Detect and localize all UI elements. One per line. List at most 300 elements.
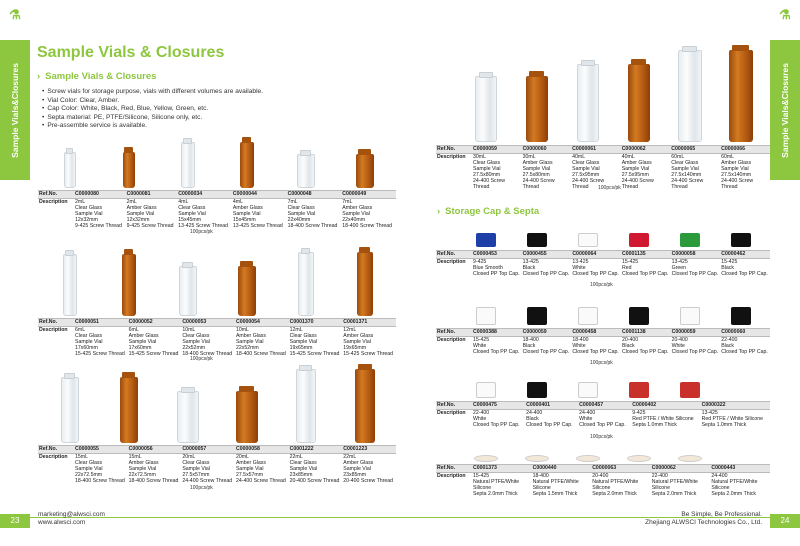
septa-image [525,455,549,462]
description-line: 13-425 Screw Thread [232,223,283,229]
pack-size: 100pcs/pk [590,434,613,440]
description-cell [522,259,572,278]
description-line: 22-400 [721,337,738,343]
description-cell [472,337,522,356]
table-row [436,410,770,429]
vial-image [296,369,316,443]
ref-number: C0000060 [522,146,572,154]
description-line: Sample Vial [621,166,650,172]
description-line: Amber Glass [343,460,374,466]
product-table [38,190,396,229]
vial-neck [358,149,371,155]
product-table [436,250,770,277]
ref-number: C0000458 [571,329,621,337]
vial-cell [40,138,99,188]
description-line: 20-400 [671,337,688,343]
footer-website[interactable]: www.alwsci.com [38,519,86,526]
vial-image [238,266,256,316]
cap-image [731,307,751,325]
description-line: Closed Top PP Cap. [721,349,768,355]
vial-cell [335,138,394,188]
ref-number: C0000475 [472,402,525,410]
product-table [436,328,770,355]
description-line: Amber Glass [235,333,266,339]
description-line: Closed Top PP Cap. [526,422,573,428]
ref-number: C0000058 [235,446,289,454]
description-line: 22-400 [651,473,668,479]
vial-neck [124,249,134,255]
description-cell [181,454,235,485]
description-line: 24-400 [711,473,728,479]
cap-cell [562,370,613,398]
description-line: Sample Vial [289,339,318,345]
description-line: 9-425 Screw Thread [126,223,174,229]
vial-neck [122,372,135,378]
ref-number: C0000062 [621,146,671,154]
description-line: 27.5x80mm [522,172,550,178]
description-line: 20-400 [592,473,609,479]
vial-image [64,152,76,188]
vial-neck [732,45,749,51]
vial-neck [300,150,311,156]
description-cell [631,410,700,429]
ref-number: C0000058 [671,251,721,259]
description-line: Natural PTFE/White Silicone [651,479,698,491]
vial-cell [613,42,664,142]
description-line: Amber Glass [343,333,374,339]
septa-cell [664,448,715,462]
vial-neck [299,365,312,371]
description-line: Closed PP Top Cap. [473,271,520,277]
description-line: 12x32mm [126,217,150,223]
description-line: 24-400 Screw Thread [671,178,704,190]
cap-cell [715,225,766,247]
description-line: 27.5x57mm [235,472,264,478]
description-cell [671,259,721,278]
ref-number: C0001370 [289,319,343,327]
cap-image [527,382,547,398]
description-line: Sample Vial [75,339,103,345]
vial-neck [181,387,195,393]
section-heading-vials: › Sample Vials & Closures [37,71,156,82]
description-line: Clear Glass [75,205,103,211]
description-line: Sample Vial [572,166,600,172]
description-line: 15-425 Screw Thread [75,351,125,357]
septa-cell [511,448,562,462]
description-cell [232,199,287,230]
cap-cell [664,297,715,325]
description-line: 20-400 Screw Thread [289,478,340,484]
ref-number: C0000462 [720,251,770,259]
brand-logo-icon: ⚗ [779,7,791,22]
ref-number: C0000052 [128,319,182,327]
pack-size: 100pcs/pk [190,229,213,235]
description-line: Clear Glass [671,160,699,166]
description-line: 40mL [572,154,586,160]
description-line: 15-425 Screw Thread [343,351,394,357]
description-line: 18-400 Screw Thread [182,351,233,357]
description-line: Red [621,265,632,271]
description-label: Description [437,259,466,265]
description-line: Clear Glass [289,460,317,466]
description-line: 9-425 [473,259,487,265]
ref-number: C0000059 [522,329,572,337]
cap-cell [460,370,511,398]
vial-neck [301,248,311,254]
cap-image [680,233,700,247]
vial-image [357,252,373,316]
vial-image [236,391,258,443]
cap-cell [613,370,664,398]
description-line: Green [671,265,687,271]
cap-cell [715,297,766,325]
description-line: 15-425 Screw Thread [128,351,179,357]
ref-number: C0000053 [181,319,235,327]
description-line: 22-400 [473,410,490,416]
cap-cell [460,225,511,247]
description-line: Closed Top PP Cap. [579,422,626,428]
page-title: Sample Vials & Closures [37,44,225,61]
vial-image [355,369,375,443]
ref-number: C0001222 [289,446,343,454]
description-line: 24-400 Screw Thread [182,478,233,484]
left-side-tab [0,40,30,180]
vial-image [475,76,497,142]
description-line: Septa 2.0mm Thick [592,491,637,497]
description-line: 24-400 Screw Thread [621,178,654,190]
description-line: Closed Top PP Cap. [522,349,570,355]
vial-neck [239,386,254,392]
description-cell [670,154,720,191]
description-line: Black [621,343,635,349]
ref-no-label: Ref.No. [38,191,74,199]
ref-number: C0000057 [181,446,235,454]
description-line: Sample Vial [235,466,264,472]
footer-email[interactable]: marketing@alwsci.com [38,511,105,518]
ref-number: C0000044 [232,191,287,199]
description-line: Sample Vial [178,211,206,217]
description-line: 22x52mm [182,345,206,351]
ref-number: C0000388 [472,329,522,337]
vial-cell [40,246,99,316]
septa-image [678,455,702,462]
vial-image [526,76,548,142]
description-line: Clear Glass [178,205,206,211]
description-line: 40mL [621,154,635,160]
description-line: 20-400 Screw Thread [343,478,394,484]
description-cell [525,410,578,429]
vial-cell [276,365,335,443]
description-cell [472,154,522,191]
description-cell [578,410,631,429]
description-line: 18-400 Screw Thread [128,478,179,484]
ref-no-label: Ref.No. [436,329,472,337]
ref-number: C0000322 [701,402,770,410]
vial-neck [242,137,252,143]
vial-cell [99,138,158,188]
description-line: 60mL [721,154,735,160]
cap-image [629,382,649,398]
vial-image [298,252,314,316]
cap-cell [562,225,613,247]
description-line: Natural PTFE/White Silicone [711,479,758,491]
description-line: 27.5x80mm [473,172,501,178]
description-cell [522,337,572,356]
ref-number: C0000065 [670,146,720,154]
ref-number: C0000081 [126,191,178,199]
ref-number: C0000401 [525,402,578,410]
vial-neck [124,147,132,153]
description-line: 15-425 [473,473,490,479]
vial-cell [158,365,217,443]
ref-no-label: Ref.No. [38,319,74,327]
ref-no-label: Ref.No. [436,465,472,473]
description-line: Sample Vial [182,466,210,472]
footer-slogan: Be Simple, Be Professional. [681,511,762,518]
vial-neck [183,138,191,144]
page-number-left: 23 [0,514,30,528]
table-row [436,337,770,356]
vial-neck [65,250,73,256]
right-side-tab [770,40,800,180]
cap-image [731,233,751,247]
description-cell [710,473,770,498]
cap-image [578,382,598,398]
description-label: Description [437,473,466,479]
vial-neck [529,71,544,77]
side-tab-label: Sample Vials&Closures [10,62,20,158]
vial-neck [182,262,193,268]
vial-neck [359,247,370,253]
product-table [436,401,770,428]
description-line: Clear Glass [75,460,103,466]
description-label: Description [437,410,466,416]
description-line: 27.5x140mm [721,172,752,178]
footer-company [645,511,762,527]
brand-logo-icon: ⚗ [9,7,21,22]
ref-number: C0000457 [578,402,631,410]
vial-image-row [460,42,770,142]
table-header-row [38,446,396,454]
feature-item: • Septa material: PE, PTFE/Silicone, Silicone only, etc. [42,114,263,123]
description-line: Closed Top PP Cap. [572,349,619,355]
description-cell [571,337,621,356]
description-line: Sample Vial [75,211,103,217]
description-label: Description [39,327,68,333]
description-cell [472,410,525,429]
table-header-row [436,402,770,410]
description-line: 12mL [289,327,303,333]
description-line: 24-400 Screw Thread [522,178,555,190]
ref-number: C0000061 [571,146,621,154]
cap-cell [664,370,715,398]
cap-cell [664,225,715,247]
cap-cell [613,297,664,325]
vial-image-row [40,365,395,443]
description-line: 22x72.5mm [128,472,156,478]
description-line: Clear Glass [182,333,210,339]
description-line: 24-400 Screw Thread [572,178,605,190]
cap-image [476,307,496,325]
description-line: Clear Glass [473,160,501,166]
description-line: Sample Vial [671,166,699,172]
description-line: Sample Vial [343,466,371,472]
table-header-row [38,191,396,199]
vial-image [120,377,138,443]
description-line: 60mL [671,154,685,160]
vial-cell [562,42,613,142]
description-line: Clear Glass [287,205,315,211]
vial-neck [479,72,493,78]
description-line: 17x60mm [75,345,98,351]
description-cell [126,199,178,230]
description-label: Description [39,199,68,205]
right-side-bar [770,0,800,546]
description-line: 2mL [126,199,137,205]
vial-cell [511,42,562,142]
cap-image [680,382,700,398]
description-line: Amber Glass [126,205,157,211]
septa-image [627,455,651,462]
vial-image [577,64,599,142]
description-line: Sample Vial [287,211,316,217]
vial-cell [276,246,335,316]
description-cell [701,410,770,429]
ref-number: C0000049 [341,191,396,199]
description-line: Black [522,343,536,349]
table-row [436,259,770,278]
vial-image [240,142,254,188]
description-line: 6mL [128,327,139,333]
description-line: Sample Vial [721,166,749,172]
ref-number: C0001371 [342,319,396,327]
feature-item: • Screw vials for storage purpose, vials with different volumes are available. [42,88,263,97]
description-line: Closed Top PP Cap. [473,422,520,428]
description-line: 24-400 Screw Thread [235,478,286,484]
description-line: Sample Vial [75,466,103,472]
pack-size: 100pcs/pk [590,360,613,366]
description-line: 18-400 Screw Thread [235,351,286,357]
vial-image [181,142,195,188]
ref-number: C0000062 [651,465,711,473]
description-line: 30mL [473,154,486,160]
description-cell [472,259,522,278]
description-line: Sample Vial [342,211,370,217]
cap-cell [511,370,562,398]
description-line: Red PTFE / White Silicone [701,416,764,422]
vial-cell [217,138,276,188]
septa-image-row [460,448,720,462]
vial-cell [276,138,335,188]
ref-number: C0000051 [74,319,128,327]
left-side-bar [0,0,30,546]
description-line: 24-400 Screw Thread [721,178,754,190]
description-line: 6mL [75,327,86,333]
description-cell [235,454,289,485]
description-line: White [572,343,586,349]
vial-image-row [40,246,395,316]
footer-contact [38,511,105,527]
description-line: White [572,265,586,271]
description-line: 18-400 Screw Thread [287,223,338,229]
description-cell [181,327,235,358]
description-line: 15x45mm [178,217,202,223]
description-line: 13-425 [572,259,589,265]
description-line: Closed Top PP Cap. [721,271,768,277]
description-cell [289,327,343,358]
description-line: Closed Top PP Cap. [621,271,669,277]
table-row [436,473,770,498]
product-table [38,445,396,484]
description-line: 15mL [75,454,88,460]
table-header-row [38,319,396,327]
description-cell [74,327,128,358]
description-line: Septa 1.5mm Thick [532,491,578,497]
description-line: 24-400 [526,410,543,416]
table-header-row [436,465,770,473]
description-line: 13-425 [701,410,718,416]
cap-image [476,233,496,247]
ref-number: C0001373 [472,465,532,473]
product-table [38,318,396,357]
description-line: Clear Glass [75,333,103,339]
description-line: White [579,416,593,422]
description-cell [720,337,770,356]
description-line: 22x40mm [287,217,311,223]
description-line: 15-425 [721,259,738,265]
description-label: Description [39,454,68,460]
cap-cell [460,297,511,325]
cap-cell [562,297,613,325]
description-line: 19x65mm [343,345,367,351]
ref-number: C0000060 [720,329,770,337]
vial-image [122,254,136,316]
description-line: 20mL [235,454,249,460]
description-line: 23x85mm [289,472,313,478]
description-line: 22x40mm [342,217,366,223]
description-line: Sample Vial [128,466,157,472]
description-line: Closed Top PP Cap. [671,349,719,355]
description-line: White [473,343,487,349]
vial-cell [335,365,394,443]
description-line: 18-400 Screw Thread [342,223,393,229]
table-header-row [436,329,770,337]
description-line: Septa 2.0mm Thick [711,491,756,497]
description-cell [177,199,232,230]
septa-cell [562,448,613,462]
ref-number: C0000455 [522,251,572,259]
description-line: 27.5x57mm [182,472,210,478]
section-heading-caps: › Storage Cap & Septa [437,206,539,217]
cap-image [629,307,649,325]
ref-number: C0000066 [720,146,770,154]
page-number-right: 24 [770,514,800,528]
septa-cell [613,448,664,462]
description-cell [651,473,711,498]
description-line: 13-425 [522,259,539,265]
description-line: Amber Glass [235,460,266,466]
cap-image [680,307,700,325]
ref-number: C0000063 [591,465,651,473]
description-line: Black [721,343,734,349]
vial-neck [64,373,75,379]
vial-neck [358,364,372,370]
table-header-row [436,146,770,154]
cap-image [578,233,598,247]
description-line: Sample Vial [182,339,210,345]
ref-number: C0000054 [235,319,289,327]
description-cell [621,337,671,356]
